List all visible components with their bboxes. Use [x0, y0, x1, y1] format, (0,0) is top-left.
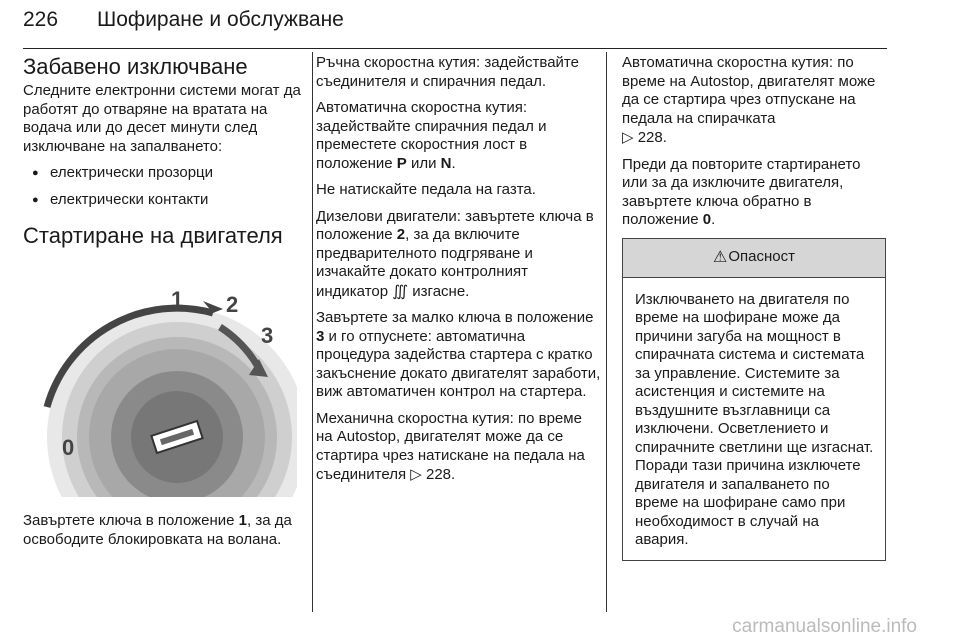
- ignition-switch-figure: [27, 285, 297, 497]
- figure-label-3: 3: [261, 323, 274, 348]
- section-heading-delayed-off: Забавено изключване: [23, 54, 248, 79]
- paragraph: Механична скоростна кутия: по време на Autostop, двигателят може да се стартира чрез натискане на педала на съединителя ▷ 228.: [316, 409, 585, 483]
- paragraph: Преди да повторите стартирането или за да изключите двигателя, завъртете ключа обратно в положение 0.: [622, 155, 861, 228]
- delayed-off-intro: Следните електронни системи могат да работят до отваряне на вратата на водача или до десет минути след изключване на запалването:: [23, 82, 301, 155]
- figure-label-0: 0: [62, 435, 75, 460]
- figure-label-1: 1: [171, 287, 184, 312]
- paragraph: Автоматична скоростна кутия: по време на Autostop, двигателят може да се стартира чрез отпускане на педала на спирачката ▷ 228.: [622, 54, 876, 146]
- paragraph: Завъртете за малко ключа в положение 3 и го отпуснете: автоматична процедура задейства стартера с кратко закъснение докато двигателят заработи, виж автоматичен контрол на стартера.: [316, 309, 601, 400]
- header-rule: [23, 48, 887, 49]
- page-reference-icon[interactable]: ▷: [410, 465, 422, 483]
- column-2: [316, 54, 602, 493]
- bullet-list: [23, 164, 305, 209]
- warning-header: [623, 239, 885, 278]
- section-heading-engine-start: Стартиране на двигателя: [23, 223, 283, 248]
- column-divider: [312, 52, 313, 612]
- list-item: ● електрически прозорци: [23, 164, 305, 183]
- page-header: [23, 8, 344, 32]
- chapter-title: Шофиране и обслужване: [97, 8, 344, 31]
- warning-body: Изключването на двигателя по време на шофиране може да причини загуба на мощност в спирачната система и системата за управление. Системите за асистенция и системите на въздушните възглавници са изключени. Осветлението и спирачните светлини ще изгаснат. Поради тази причина изключете двигателя и запалването по време на шофиране само при необходимост в случай на авария.: [635, 290, 874, 548]
- column-1: [23, 54, 305, 249]
- watermark: carmanualsonline.info: [732, 616, 917, 637]
- column-divider: [606, 52, 607, 612]
- figure-caption: Завъртете ключа в положение 1, за да освободите блокировката на волана.: [23, 512, 292, 548]
- column-3: [622, 54, 886, 561]
- paragraph: Не натискайте педала на газта.: [316, 181, 536, 198]
- warning-title: Опасност: [728, 248, 795, 266]
- page-reference[interactable]: 228.: [637, 129, 667, 146]
- glow-plug-icon: ∭: [392, 281, 409, 300]
- figure-label-2: 2: [226, 292, 239, 317]
- paragraph: Ръчна скоростна кутия: задействайте съединителя и спирачния педал.: [316, 54, 579, 90]
- paragraph: Дизелови двигатели: завъртете ключа в положение 2, за да включите предварителното подгряване и изчакайте докато контролният индикатор ∭ изгасне.: [316, 207, 594, 300]
- warning-box: [622, 238, 886, 561]
- list-item: ● електрически контакти: [23, 191, 305, 210]
- page-reference[interactable]: 228.: [426, 466, 456, 483]
- warning-icon: ⚠: [713, 247, 728, 267]
- paragraph: Автоматична скоростна кутия: задействайте спирачния педал и преместете скоростния лост в положение P или N.: [316, 99, 547, 172]
- page-reference-icon[interactable]: ▷: [622, 128, 634, 146]
- page-number: 226: [23, 8, 59, 31]
